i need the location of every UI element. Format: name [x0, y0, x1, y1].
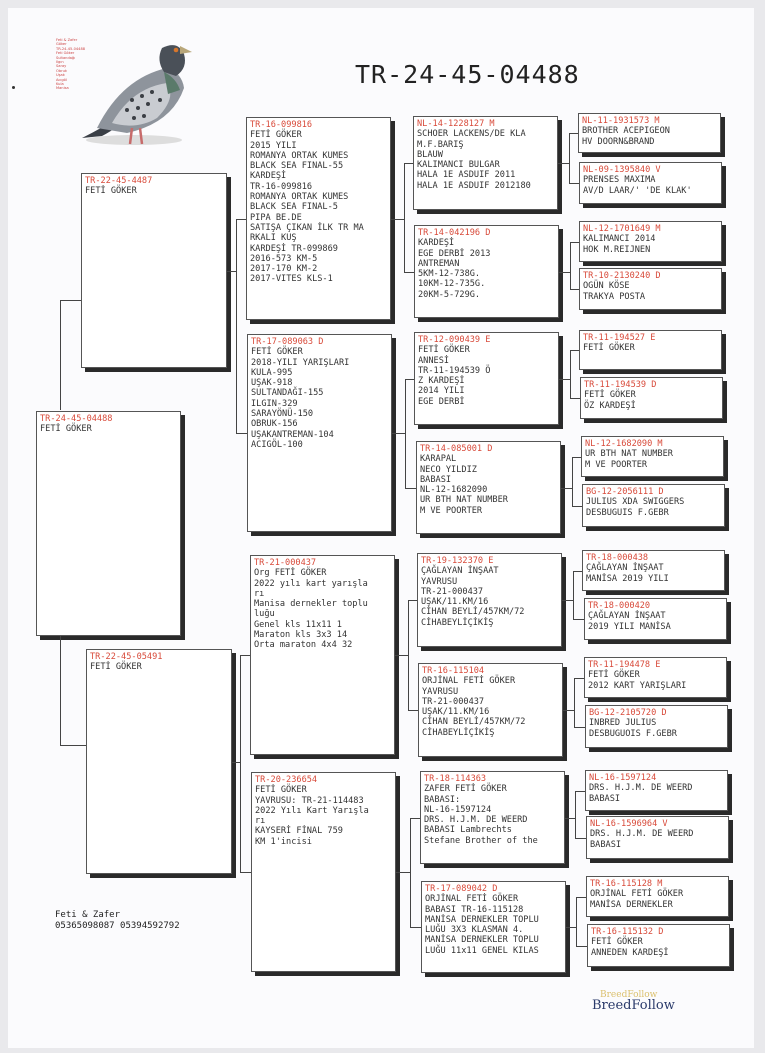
- card-line: CİHAN BEYLİ/457KM/72: [422, 717, 526, 728]
- ring-number: NL-16-1596964 V: [590, 819, 668, 829]
- card-line: ILGIN-329: [251, 398, 298, 409]
- card-line: MANİSA DERNEKLER: [590, 899, 673, 910]
- card-line: M.F.BARIŞ: [417, 139, 464, 150]
- card-line: ORJİNAL FETİ GÖKER: [422, 676, 516, 687]
- pedigree-card-subject: [36, 411, 181, 636]
- pedigree-card-g4: [579, 268, 722, 310]
- connector-line: [404, 272, 414, 273]
- pigeon-icon: [72, 28, 197, 153]
- card-line: UŞAKANTREMAN-104: [251, 429, 334, 440]
- card-line: UR BTH NAT NUMBER: [420, 495, 508, 506]
- pedigree-card-g14: [586, 816, 729, 859]
- card-line: BABASI: [589, 793, 621, 804]
- owner-name: Feti & Zafer: [55, 910, 121, 920]
- pedigree-card-ds: [250, 555, 395, 755]
- card-line: HV DOORN&BRAND: [582, 136, 655, 147]
- pedigree-card-g15: [586, 876, 729, 917]
- card-line: PIPA BE.DE: [250, 212, 302, 223]
- card-line: MANİSA DERNEKLER TOPLU: [425, 935, 539, 946]
- owner-footer: [55, 910, 180, 932]
- card-line: SATIŞA ÇIKAN İLK TR MA: [250, 222, 364, 233]
- card-line: PRENSES MAXIMA: [583, 175, 656, 186]
- logo-caption-line: Göker: [56, 42, 67, 47]
- card-line: HOK M.REIJNEN: [583, 244, 651, 255]
- card-line: KALIMANCI BULGAR: [417, 160, 500, 171]
- connector-line: [570, 398, 580, 399]
- card-line: YAVRUSU: [422, 686, 459, 697]
- connector-line: [236, 433, 247, 434]
- connector-line: [60, 300, 61, 410]
- brand-logo: BreedFollow: [592, 998, 675, 1013]
- card-line: BROTHER ACEPIGEON: [582, 126, 670, 137]
- card-line: 2012 KART YARIŞLARI: [588, 680, 687, 691]
- ring-number: NL-16-1597124: [589, 773, 657, 783]
- pedigree-card-sdd: [416, 441, 561, 534]
- ring-number: TR-22-45-05491: [90, 652, 163, 662]
- pedigree-card-dsd: [418, 663, 563, 757]
- ring-number: TR-21-000437: [254, 558, 317, 568]
- card-line: DRS. H.J.M. DE WEERD: [590, 829, 694, 840]
- pedigree-card-sds: [414, 332, 559, 425]
- card-line: FETİ GÖKER: [251, 347, 303, 358]
- card-line: M VE POORTER: [585, 459, 648, 470]
- card-line: ANNEDEN KARDEŞİ: [591, 947, 669, 958]
- ring-number: TR-16-115128 M: [590, 879, 663, 889]
- card-line: CİHABEYLİÇİKİŞ: [422, 727, 495, 738]
- pedigree-card-g11: [584, 657, 727, 698]
- connector-line: [408, 600, 417, 601]
- connector-line: [396, 872, 411, 873]
- card-line: FETİ GÖKER: [85, 186, 137, 197]
- card-line: rı: [255, 816, 266, 827]
- card-line: NL-16-1597124: [424, 804, 492, 815]
- card-line: BABASI:: [424, 794, 461, 805]
- card-line: FETİ GÖKER: [591, 937, 643, 948]
- ring-number: TR-11-194527 E: [583, 333, 656, 343]
- pedigree-card-g10: [584, 598, 727, 640]
- connector-line: [240, 655, 250, 656]
- ring-number: TR-16-115104: [422, 666, 485, 676]
- card-line: ACIGÖL-100: [251, 439, 303, 450]
- card-line: 2014 YILI: [418, 386, 465, 397]
- card-line: TR-16-099816: [250, 181, 313, 192]
- ring-number: TR-17-089042 D: [425, 884, 498, 894]
- card-line: SARAYÖNÜ-150: [251, 409, 314, 420]
- card-line: Maraton kls 3x3 14: [254, 630, 348, 641]
- card-line: 2017-170 KM-2: [250, 264, 318, 275]
- ring-number: BG-12-2105720 D: [589, 708, 667, 718]
- ring-number: TR-14-085001 D: [420, 444, 493, 454]
- connector-line: [236, 219, 237, 434]
- card-line: ROMANYA ORTAK KUMES: [250, 192, 349, 203]
- card-line: KARDEŞİ TR-099869: [250, 243, 338, 254]
- ring-number: TR-24-45-04488: [40, 414, 113, 424]
- card-line: CİHABEYLİÇİKİŞ: [421, 617, 494, 628]
- connector-line: [576, 946, 587, 947]
- card-line: BABASI: [420, 474, 452, 485]
- card-line: EGE DERBİ: [418, 396, 465, 407]
- connector-line: [405, 379, 406, 488]
- card-line: 2022 yılı kart yarışla: [254, 578, 368, 589]
- card-line: TR-21-000437: [421, 586, 484, 597]
- card-line: UR BTH NAT NUMBER: [585, 449, 673, 460]
- card-line: 2018-YILI YARIŞLARI: [251, 357, 350, 368]
- ring-number: TR-18-000420: [588, 601, 651, 611]
- ring-number: TR-12-090439 E: [418, 335, 491, 345]
- connector-line: [408, 710, 418, 711]
- card-line: FETİ GÖKER: [90, 662, 142, 673]
- connector-line: [405, 488, 416, 489]
- card-line: 5KM-12-738G.: [418, 269, 481, 280]
- connector-line: [404, 163, 405, 272]
- card-line: OBRUK-156: [251, 419, 298, 430]
- connector-line: [410, 818, 420, 819]
- pedigree-card-dd: [251, 772, 396, 972]
- scan-mark: [12, 86, 15, 89]
- connector-line: [408, 600, 409, 710]
- card-line: FETİ GÖKER: [418, 345, 470, 356]
- card-line: ORJİNAL FETİ GÖKER: [425, 894, 519, 905]
- card-line: CİHAN BEYLİ/457KM/72: [421, 607, 525, 618]
- ring-number: NL-09-1395840 V: [583, 165, 661, 175]
- card-line: 2022 Yılı Kart Yarışla: [255, 805, 369, 816]
- connector-line: [573, 619, 584, 620]
- connector-line: [404, 163, 413, 164]
- logo-caption-line: Ilgın: [56, 60, 64, 65]
- logo-caption-line: Obruk: [56, 68, 67, 73]
- card-line: HALA 1E ASDUIF 2011: [417, 170, 516, 181]
- card-line: FETİ GÖKER: [250, 130, 302, 141]
- card-line: FETİ GÖKER: [40, 424, 92, 435]
- connector-line: [575, 791, 585, 792]
- pedigree-card-g12: [585, 705, 728, 748]
- card-line: INBRED JULIUS: [589, 718, 657, 729]
- connector-line: [573, 571, 582, 572]
- pedigree-card-g3: [579, 221, 722, 262]
- ring-number: NL-14-1228127 M: [417, 119, 495, 129]
- card-line: Z KARDEŞİ: [418, 376, 465, 387]
- card-line: FETİ GÖKER: [588, 670, 640, 681]
- connector-line: [570, 242, 571, 290]
- ring-number: TR-20-236654: [255, 775, 318, 785]
- logo-caption-line: Uşak: [56, 73, 65, 78]
- connector-line: [573, 571, 574, 620]
- card-line: ORJİNAL FETİ GÖKER: [590, 889, 684, 900]
- logo-caption-line: Manisa: [56, 86, 69, 91]
- connector-line: [576, 897, 577, 946]
- ring-number: TR-14-042196 D: [418, 228, 491, 238]
- ring-number: TR-16-099816: [250, 120, 313, 130]
- pedigree-card-g6: [580, 377, 723, 419]
- card-line: TRAKYA POSTA: [583, 291, 646, 302]
- pedigree-card-g5: [579, 330, 722, 370]
- ring-number: NL-12-1701649 M: [583, 224, 661, 234]
- card-line: Stefane Brother of the: [424, 835, 538, 846]
- connector-line: [236, 219, 246, 220]
- card-line: Manisa dernekler toplu: [254, 599, 368, 610]
- card-line: ROMANYA ORTAK KUMES: [250, 150, 349, 161]
- card-line: BLACK SEA FINAL-5: [250, 202, 338, 213]
- card-line: DESBUGUOIS F.GEBR: [589, 728, 677, 739]
- card-line: ÖZ KARDEŞİ: [584, 400, 636, 411]
- ring-number: TR-11-194539 D: [584, 380, 657, 390]
- card-line: JULIUS XDA SWIGGERS: [586, 497, 685, 508]
- ring-number: TR-18-114363: [424, 774, 487, 784]
- card-line: YAVRUSU: TR-21-114483: [255, 795, 364, 806]
- connector-line: [60, 745, 86, 746]
- card-line: UŞAK/11.KM/16: [421, 597, 489, 608]
- connector-line: [572, 506, 582, 507]
- card-line: BABASI Lambrechts: [424, 825, 512, 836]
- card-line: DESBUGUIS F.GEBR: [586, 507, 669, 518]
- pedigree-card-g7: [581, 436, 724, 477]
- connector-line: [240, 655, 241, 872]
- card-line: KULA-995: [251, 367, 293, 378]
- connector-line: [574, 678, 584, 679]
- logo-caption-line: Acıgöl: [56, 77, 67, 82]
- ring-number: TR-19-132370 E: [421, 556, 494, 566]
- card-line: luğu: [254, 609, 275, 620]
- connector-line: [405, 379, 414, 380]
- logo-caption-line: Kula: [56, 82, 64, 87]
- card-line: FETİ GÖKER: [255, 785, 307, 796]
- pedigree-card-g9: [582, 550, 725, 591]
- card-line: KARDEŞİ: [250, 171, 287, 182]
- connector-line: [60, 300, 81, 301]
- ring-number: TR-10-2130240 D: [583, 271, 661, 281]
- pedigree-card-g13: [585, 770, 728, 811]
- logo-caption-line: Feti & Zafer: [56, 38, 78, 42]
- card-line: 10KM-12-735G.: [418, 279, 486, 290]
- card-line: TR-21-000437: [422, 696, 485, 707]
- pedigree-card-sss: [413, 116, 558, 210]
- card-line: 2017-VITES KLS-1: [250, 274, 333, 285]
- card-line: FETİ GÖKER: [583, 343, 635, 354]
- connector-line: [569, 183, 579, 184]
- card-line: KALIMANCI 2014: [583, 234, 656, 245]
- pedigree-card-sd: [247, 334, 392, 532]
- card-line: DRS. H.J.M. DE WEERD: [589, 783, 693, 794]
- pedigree-card-sire: [81, 173, 227, 368]
- card-line: SCHOER LACKENS/DE KLA: [417, 129, 526, 140]
- connector-line: [570, 289, 579, 290]
- card-line: ANNESİ: [418, 355, 450, 366]
- pedigree-card-dss: [417, 553, 562, 647]
- card-line: AV/D LAAR/' 'DE KLAK': [583, 185, 692, 196]
- card-line: HALA 1E ASDUIF 2012180: [417, 180, 531, 191]
- ring-number: TR-17-089063 D: [251, 337, 324, 347]
- brand-watermark: BreedFollow: [600, 990, 658, 1000]
- card-line: 20KM-5-729G.: [418, 289, 481, 300]
- card-line: EGE DERBİ 2013: [418, 248, 491, 259]
- connector-line: [572, 457, 573, 506]
- connector-line: [392, 433, 406, 434]
- card-line: BABASI: [590, 839, 622, 850]
- card-line: MANİSA DERNEKLER TOPLU: [425, 914, 539, 925]
- pedigree-card-ddd: [421, 881, 566, 973]
- pedigree-card-g2: [579, 162, 722, 204]
- card-line: Org FETİ GÖKER: [254, 568, 327, 579]
- pedigree-card-g16: [587, 924, 730, 967]
- connector-line: [410, 927, 421, 928]
- card-line: ÇAĞLAYAN İNŞAAT: [586, 563, 664, 574]
- card-line: LUĞU 11x11 GENEL KILAS: [425, 945, 539, 956]
- pedigree-card-ss: [246, 117, 391, 320]
- card-line: 2015 YILI: [250, 140, 297, 151]
- ring-number: NL-11-1931573 M: [582, 116, 660, 126]
- card-line: 2019 YILI MANİSA: [588, 621, 671, 632]
- card-line: Genel kls 11x11 1: [254, 619, 342, 630]
- connector-line: [575, 791, 576, 838]
- card-line: DRS. H.J.M. DE WEERD: [424, 815, 528, 826]
- card-line: KM 1'incisi: [255, 836, 312, 847]
- logo-caption-line: TR-24-45-04488: [56, 46, 86, 51]
- connector-line: [570, 350, 579, 351]
- pedigree-card-ssd: [414, 225, 559, 318]
- pedigree-card-dds: [420, 771, 565, 864]
- card-line: UŞAK-918: [251, 378, 293, 389]
- connector-line: [410, 818, 411, 928]
- card-line: BLAUW: [417, 149, 443, 160]
- card-line: Orta maraton 4x4 32: [254, 640, 353, 651]
- card-line: FETİ GÖKER: [584, 390, 636, 401]
- card-line: KAYSERİ FİNAL 759: [255, 826, 343, 837]
- card-line: TR-11-194539 Ö: [418, 365, 491, 376]
- connector-line: [572, 457, 581, 458]
- pedigree-card-dam: [86, 649, 232, 874]
- card-line: RKALI KUŞ: [250, 233, 297, 244]
- connector-line: [570, 242, 579, 243]
- ring-number: TR-18-000438: [586, 553, 649, 563]
- card-line: LUĞU 3X3 KLASMAN 4.: [425, 925, 524, 936]
- card-line: M VE POORTER: [420, 505, 483, 516]
- ring-number: NL-12-1682090 M: [585, 439, 663, 449]
- connector-line: [576, 897, 586, 898]
- owner-phones: 05365098087 05394592792: [55, 921, 180, 931]
- connector-line: [575, 838, 586, 839]
- logo-caption-line: Feti Göker: [56, 51, 75, 56]
- ring-number: BG-12-2056111 D: [586, 487, 664, 497]
- pedigree-card-g8: [582, 484, 725, 527]
- card-line: UŞAK/11.KM/16: [422, 707, 490, 718]
- logo-caption-line: Sultandağı: [56, 55, 76, 60]
- pedigree-card-g1: [578, 113, 721, 153]
- card-line: BLACK SEA FINAL-55: [250, 161, 344, 172]
- card-line: ZAFER FETİ GÖKER: [424, 784, 507, 795]
- card-line: KARDEŞİ: [418, 238, 455, 249]
- connector-line: [570, 350, 571, 398]
- connector-line: [391, 219, 405, 220]
- card-line: ÇAĞLAYAN İNŞAAT: [421, 566, 499, 577]
- card-line: NL-12-1682090: [420, 485, 488, 496]
- ring-number: TR-22-45-4487: [85, 176, 153, 186]
- card-line: ÇAĞLAYAN İNŞAAT: [588, 611, 666, 622]
- card-line: BABASI TR-16-115128: [425, 904, 524, 915]
- card-line: ANTREMAN: [418, 258, 460, 269]
- connector-line: [569, 133, 570, 183]
- page-title: TR-24-45-04488: [355, 60, 580, 89]
- card-line: NECO YILDIZ: [420, 464, 477, 475]
- card-line: OGÜN KÖSE: [583, 281, 630, 292]
- card-line: SULTANDAĞI-155: [251, 388, 324, 399]
- connector-line: [395, 655, 409, 656]
- connector-line: [240, 872, 251, 873]
- card-line: KARAPAL: [420, 454, 457, 465]
- connector-line: [60, 636, 61, 746]
- ring-number: TR-16-115132 D: [591, 927, 664, 937]
- connector-line: [574, 678, 575, 727]
- card-line: rı: [254, 588, 265, 599]
- card-line: YAVRUSU: [421, 576, 458, 587]
- card-line: MANİSA 2019 YILI: [586, 573, 669, 584]
- connector-line: [569, 133, 578, 134]
- ring-number: TR-11-194478 E: [588, 660, 661, 670]
- logo-caption-line: Saray: [56, 64, 67, 69]
- card-line: 2016-573 KM-5: [250, 253, 318, 264]
- connector-line: [574, 727, 585, 728]
